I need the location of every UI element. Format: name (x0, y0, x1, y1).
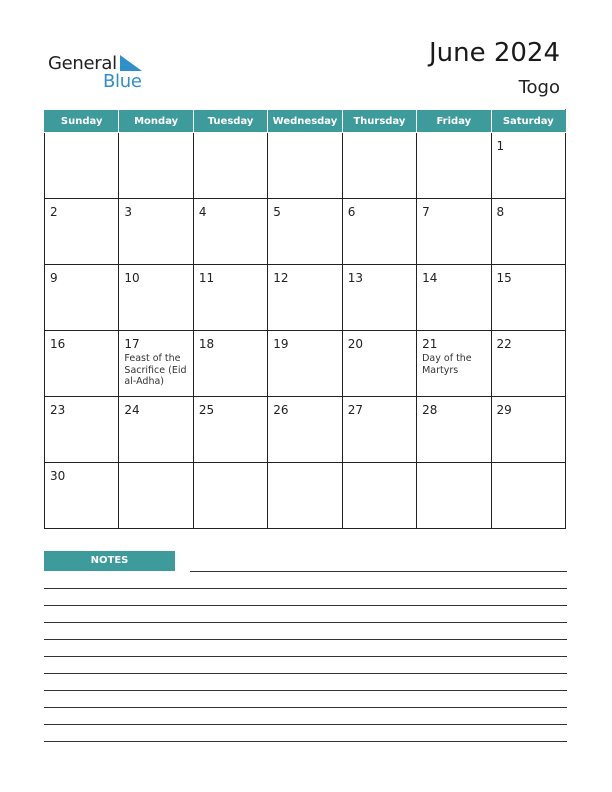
day-number: 16 (50, 337, 66, 351)
note-line (44, 673, 567, 674)
day-cell (193, 265, 267, 331)
notes-label: NOTES (44, 551, 175, 571)
day-cell (45, 133, 119, 199)
day-cell (119, 199, 193, 265)
day-number: 18 (198, 337, 215, 351)
day-number: 12 (273, 271, 289, 285)
day-number: 29 (496, 403, 512, 417)
weekday-header: Sunday (45, 110, 119, 133)
day-number: 3 (124, 205, 133, 219)
holiday-label: Day of the Martyrs (422, 353, 472, 376)
weekday-header: Wednesday (268, 110, 342, 133)
note-line (190, 571, 567, 572)
day-cell (193, 397, 267, 463)
day-cell (193, 199, 267, 265)
day-cell (491, 463, 565, 529)
day-number: 30 (50, 469, 66, 483)
day-cell (417, 199, 491, 265)
day-cell (342, 133, 416, 199)
weekday-header: Saturday (491, 110, 565, 133)
day-number: 27 (347, 403, 363, 417)
note-line (44, 656, 567, 657)
day-cell (491, 331, 565, 397)
day-cell (268, 331, 342, 397)
day-cell (417, 265, 491, 331)
day-number: 11 (198, 271, 215, 285)
day-number: 10 (124, 271, 140, 285)
calendar-grid (44, 109, 566, 529)
day-cell (193, 133, 267, 199)
week-row (45, 463, 566, 529)
note-line (44, 724, 567, 725)
day-number: 23 (50, 403, 66, 417)
week-row (45, 133, 566, 199)
day-cell (119, 463, 193, 529)
day-number: 22 (496, 337, 512, 351)
note-line (44, 707, 567, 708)
note-line (44, 588, 567, 589)
day-cell (268, 397, 342, 463)
week-row (45, 331, 566, 397)
day-number: 17 (124, 337, 140, 351)
day-cell (45, 265, 119, 331)
weekday-header: Tuesday (193, 110, 267, 133)
day-cell (119, 265, 193, 331)
day-cell (268, 463, 342, 529)
day-number: 26 (273, 403, 289, 417)
day-cell (342, 265, 416, 331)
day-cell (45, 463, 119, 529)
weekday-header: Thursday (342, 110, 416, 133)
day-cell (417, 463, 491, 529)
week-row (45, 397, 566, 463)
day-cell (119, 133, 193, 199)
brand-logo (48, 52, 148, 92)
week-row (45, 265, 566, 331)
day-cell (491, 133, 565, 199)
weekday-header-row (45, 110, 566, 133)
day-cell (119, 397, 193, 463)
day-cell (268, 199, 342, 265)
day-cell (342, 463, 416, 529)
day-cell (491, 397, 565, 463)
day-cell (491, 265, 565, 331)
day-number: 20 (347, 337, 363, 351)
country-label: Togo (518, 77, 560, 98)
day-cell (342, 331, 416, 397)
day-cell (119, 331, 193, 397)
day-number: 8 (496, 205, 505, 219)
day-number: 2 (50, 205, 58, 219)
day-number: 6 (347, 205, 356, 219)
day-cell (342, 397, 416, 463)
day-cell (193, 463, 267, 529)
note-line (44, 622, 567, 623)
day-cell (268, 133, 342, 199)
day-cell (45, 397, 119, 463)
day-number: 21 (422, 337, 438, 351)
day-number: 24 (124, 403, 140, 417)
day-number: 13 (347, 271, 363, 285)
triangle-flag-icon (120, 55, 142, 71)
day-cell (417, 397, 491, 463)
day-cell (45, 199, 119, 265)
note-line (44, 605, 567, 606)
day-cell (45, 331, 119, 397)
day-cell (417, 133, 491, 199)
week-row (45, 199, 566, 265)
note-line (44, 741, 567, 742)
day-number: 5 (273, 205, 281, 219)
note-line (44, 639, 567, 640)
day-number: 19 (273, 337, 289, 351)
day-cell (342, 199, 416, 265)
weekday-header: Friday (417, 110, 491, 133)
day-cell (417, 331, 491, 397)
page-title: June 2024 (428, 38, 560, 68)
day-cell (491, 199, 565, 265)
holiday-label: Feast of the Sacrifice (Eid al-Adha) (124, 353, 187, 387)
day-number: 4 (198, 205, 207, 219)
day-number: 14 (422, 271, 438, 285)
weekday-header: Monday (119, 110, 193, 133)
note-line (44, 690, 567, 691)
day-number: 9 (50, 271, 58, 285)
day-number: 28 (422, 403, 438, 417)
day-number: 7 (422, 205, 430, 219)
brand-word-general: General (48, 53, 117, 74)
day-cell (268, 265, 342, 331)
day-number: 15 (496, 271, 512, 285)
day-cell (193, 331, 267, 397)
brand-word-blue: Blue (103, 71, 142, 92)
day-number: 25 (198, 403, 215, 417)
day-number: 1 (496, 139, 505, 153)
